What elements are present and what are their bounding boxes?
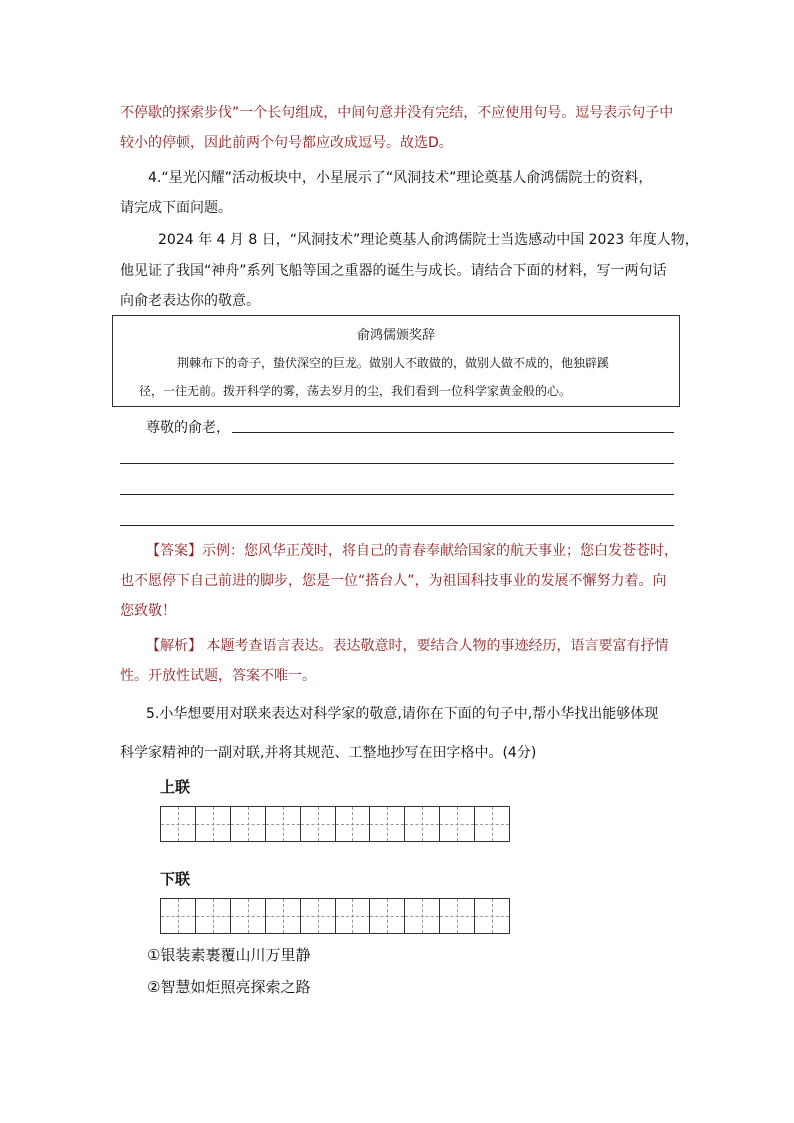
grid-cell[interactable]: [370, 807, 405, 842]
award-speech-line: 荆棘布下的奇子，蛰伏深空的巨龙。做别人不敢做的，做别人做不成的，他独辟蹊: [177, 356, 610, 370]
question-4-material: 向俞老表达你的敬意。: [120, 293, 260, 309]
writing-line: [120, 494, 674, 495]
award-speech-box: [112, 315, 680, 407]
writing-prompt: 尊敬的俞老，: [146, 420, 230, 436]
grid-cell[interactable]: [266, 899, 301, 934]
answer-line: 您致敬！: [120, 603, 176, 619]
couplet-option: ②智慧如炬照亮探索之路: [147, 978, 311, 996]
question-4-stem: 4.“星光闪耀”活动板块中，小星展示了“风洞技术”理论奠基人俞鸿儒院士的资料，: [148, 170, 653, 186]
question-5-stem: 5.小华想要用对联来表达对科学家的敬意,请你在下面的句子中,帮小华找出能够体现: [146, 706, 659, 722]
grid-cell[interactable]: [301, 807, 336, 842]
prev-answer-line: 不停歇的探索步伐”一个长句组成，中间句意并没有完结，不应使用句号。逗号表示句子中: [120, 105, 674, 121]
award-speech-line: 径，一往无前。拨开科学的雾，荡去岁月的尘，我们看到一位科学家黄金般的心。: [139, 384, 572, 398]
grid-cell[interactable]: [161, 807, 196, 842]
grid-cell[interactable]: [370, 899, 405, 934]
grid-cell[interactable]: [231, 899, 266, 934]
award-speech-title: 俞鸿儒颁奖辞: [356, 328, 435, 343]
answer-text: 示例：您风华正茂时，将自己的青春奉献给国家的航天事业；您白发苍苍时，: [202, 543, 678, 559]
lower-couplet-grid[interactable]: [160, 898, 510, 934]
analysis-text: 本题考查语言表达。表达敬意时，要结合人物的事迹经历，语言要富有抒情: [202, 638, 669, 654]
grid-cell[interactable]: [405, 807, 440, 842]
prev-answer-line: 较小的停顿，因此前两个句号都应改成逗号。故选D。: [120, 135, 453, 151]
grid-cell[interactable]: [266, 807, 301, 842]
question-4-material: 2024 年 4 月 8 日，“风洞技术”理论奠基人俞鸿儒院士当选感动中国 2023 年度人物，: [158, 232, 699, 248]
analysis-line: [146, 636, 668, 656]
answer-line: [146, 541, 678, 561]
answer-line: 也不愿停下自己前进的脚步，您是一位“搭台人”，为祖国科技事业的发展不懈努力着。向: [120, 573, 667, 589]
grid-cell[interactable]: [405, 899, 440, 934]
grid-cell[interactable]: [301, 899, 336, 934]
grid-cell[interactable]: [196, 899, 231, 934]
upper-couplet-grid[interactable]: [160, 806, 510, 842]
grid-cell[interactable]: [475, 807, 510, 842]
lower-couplet-label: 下联: [160, 870, 191, 888]
grid-cell[interactable]: [336, 807, 371, 842]
grid-cell[interactable]: [475, 899, 510, 934]
grid-cell[interactable]: [161, 899, 196, 934]
question-4-material: 他见证了我国“神舟”系列飞船等国之重器的诞生与成长。请结合下面的材料，写一两句话: [120, 263, 667, 279]
analysis-tag: 【解析】: [146, 638, 202, 654]
couplet-option: ①银装素裹覆山川万里静: [147, 946, 311, 964]
upper-couplet-label: 上联: [160, 778, 191, 796]
grid-cell[interactable]: [231, 807, 266, 842]
grid-cell[interactable]: [196, 807, 231, 842]
answer-tag: 【答案】: [146, 543, 202, 559]
question-4-stem: 请完成下面问题。: [120, 200, 232, 216]
writing-line: [232, 432, 674, 433]
grid-cell[interactable]: [336, 899, 371, 934]
writing-line: [120, 463, 674, 464]
grid-cell[interactable]: [440, 899, 475, 934]
question-5-stem: 科学家精神的一副对联,并将其规范、工整地抄写在田字格中。(4分): [120, 745, 537, 761]
grid-cell[interactable]: [440, 807, 475, 842]
analysis-line: 性。开放性试题，答案不唯一。: [120, 668, 316, 684]
writing-line: [120, 525, 674, 526]
